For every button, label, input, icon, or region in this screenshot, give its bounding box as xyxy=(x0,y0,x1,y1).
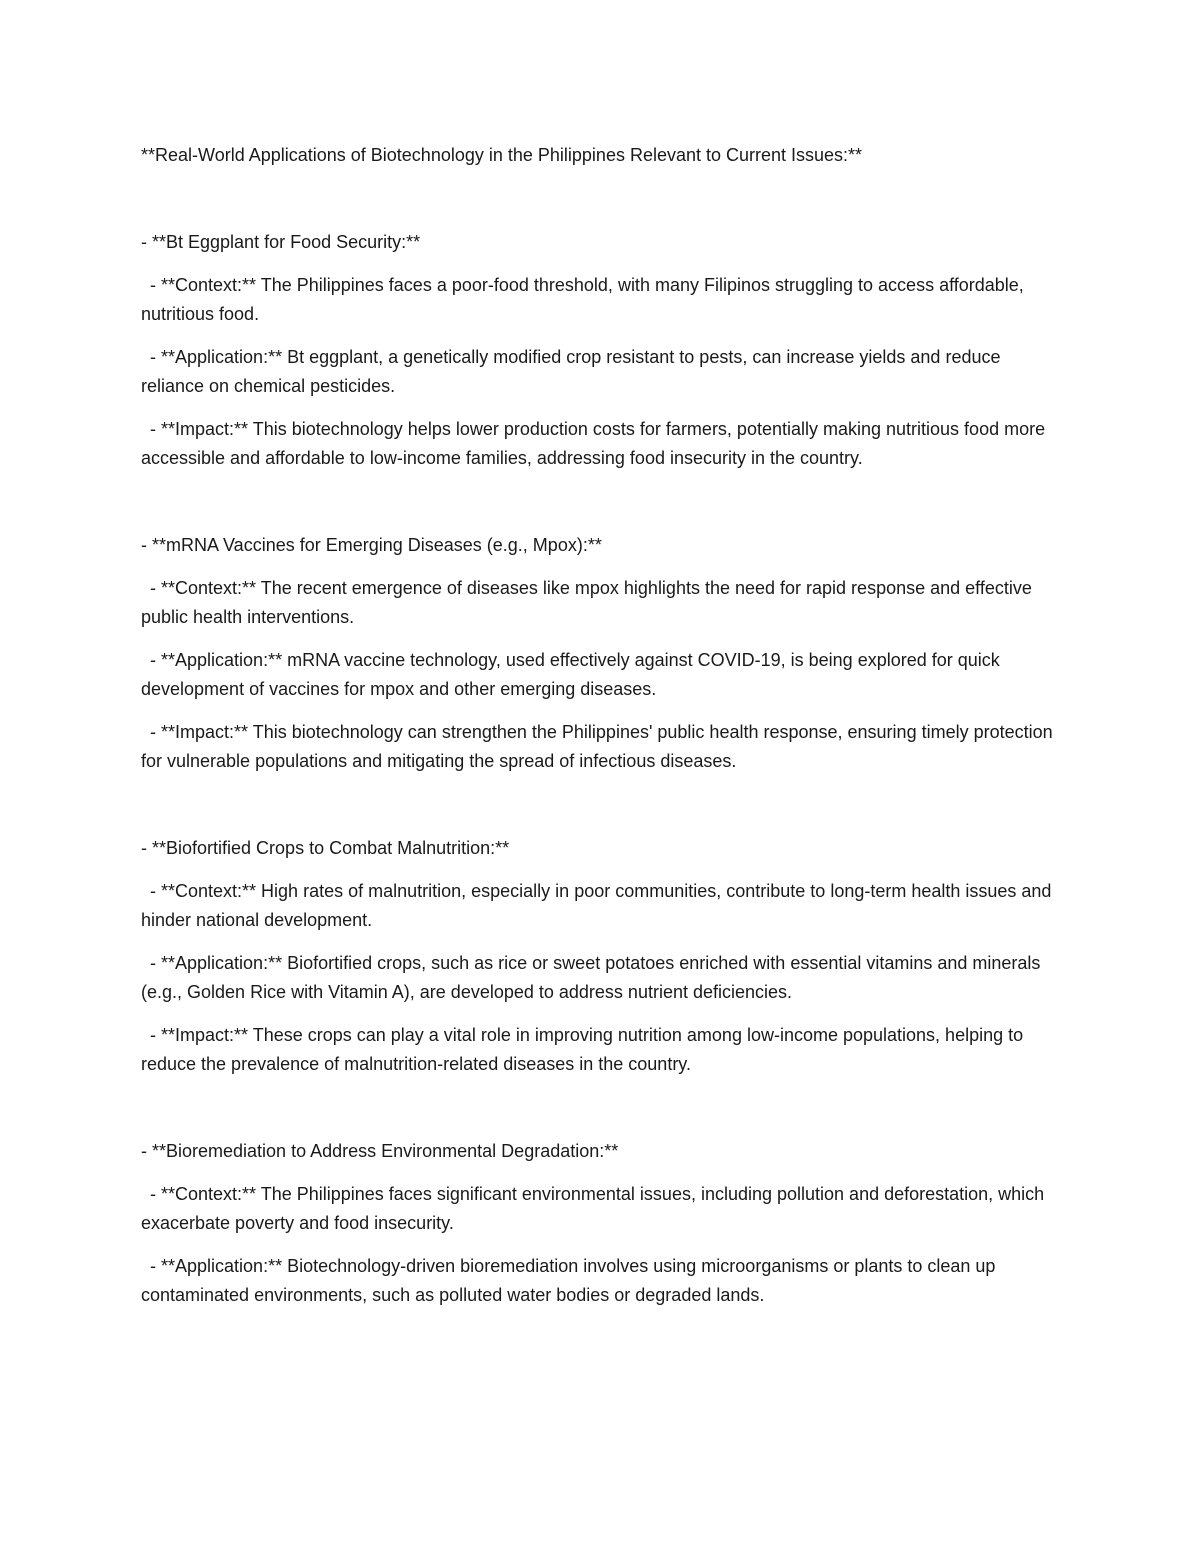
section-bt-eggplant xyxy=(141,228,1061,473)
section-item-impact: - **Impact:** These crops can play a vital role in improving nutrition among low-income populations, helping to reduce the prevalence of malnutrition-related diseases in the country. xyxy=(141,1025,1024,1074)
section-bioremediation xyxy=(141,1137,1061,1310)
document-title: **Real-World Applications of Biotechnology in the Philippines Relevant to Current Issues:** xyxy=(141,145,863,165)
section-heading: - **Bioremediation to Address Environmental Degradation:** xyxy=(141,1141,619,1161)
section-item-context: - **Context:** The recent emergence of diseases like mpox highlights the need for rapid response and effective public health interventions. xyxy=(141,578,1032,627)
section-item-context: - **Context:** The Philippines faces significant environmental issues, including pollution and deforestation, which exacerbate poverty and food insecurity. xyxy=(141,1184,1045,1233)
section-item-impact: - **Impact:** This biotechnology helps lower production costs for farmers, potentially making nutritious food more accessible and affordable to low-income families, addressing food insecurity in the country. xyxy=(141,419,1046,468)
section-mrna-vaccines xyxy=(141,531,1061,776)
section-item-context: - **Context:** High rates of malnutrition, especially in poor communities, contribute to long-term health issues and hinder national development. xyxy=(141,881,1052,930)
section-heading: - **Biofortified Crops to Combat Malnutrition:** xyxy=(141,838,510,858)
section-item-context: - **Context:** The Philippines faces a poor-food threshold, with many Filipinos struggling to access affordable, nutritious food. xyxy=(141,275,1024,324)
document-body xyxy=(141,141,1061,1368)
section-biofortified-crops xyxy=(141,834,1061,1079)
section-heading: - **mRNA Vaccines for Emerging Diseases (e.g., Mpox):** xyxy=(141,535,602,555)
section-item-application: - **Application:** Bt eggplant, a genetically modified crop resistant to pests, can increase yields and reduce reliance on chemical pesticides. xyxy=(141,347,1001,396)
section-item-application: - **Application:** mRNA vaccine technology, used effectively against COVID-19, is being explored for quick development of vaccines for mpox and other emerging diseases. xyxy=(141,650,1000,699)
section-item-application: - **Application:** Biotechnology-driven bioremediation involves using microorganisms or plants to clean up contaminated environments, such as polluted water bodies or degraded lands. xyxy=(141,1256,996,1305)
section-item-impact: - **Impact:** This biotechnology can strengthen the Philippines' public health response, ensuring timely protection for vulnerable populations and mitigating the spread of infectious diseases. xyxy=(141,722,1053,771)
section-item-application: - **Application:** Biofortified crops, such as rice or sweet potatoes enriched with essential vitamins and minerals (e.g., Golden Rice with Vitamin A), are developed to address nutrient deficiencies. xyxy=(141,953,1041,1002)
section-heading: - **Bt Eggplant for Food Security:** xyxy=(141,232,421,252)
